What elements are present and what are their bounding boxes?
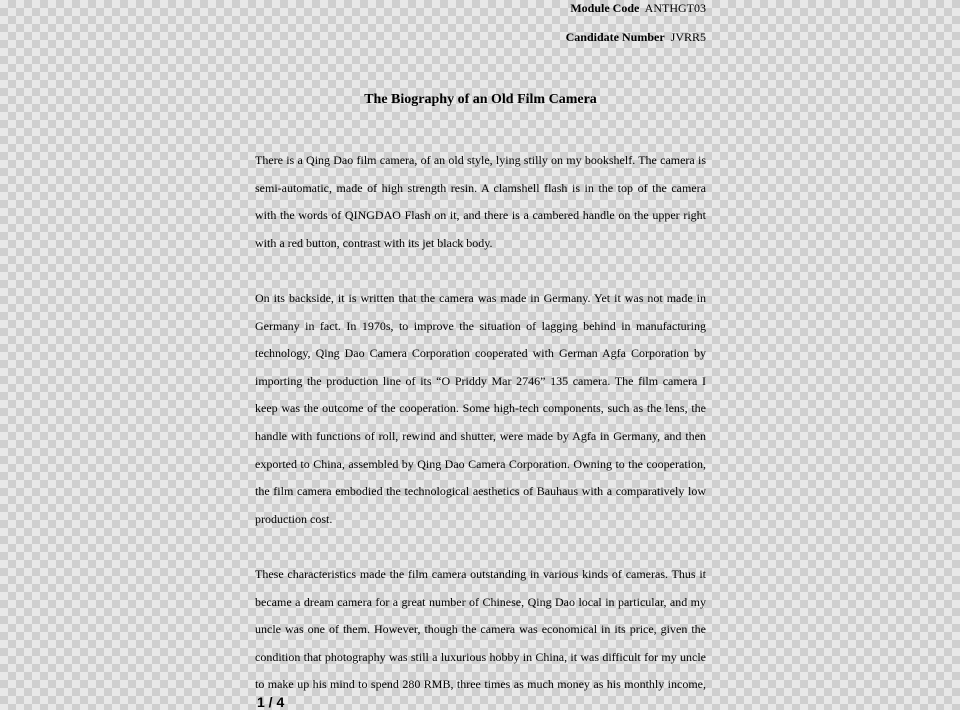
paragraph-3: [255, 566, 706, 704]
paragraph-line: Germany in fact. In 1970s, to improve the situation of lagging behind in manufacturing: [255, 318, 706, 333]
paragraph-line: with the words of QINGDAO Flash on it, and there is a cambered handle on the upper right: [255, 208, 706, 223]
module-code-line: [570, 1, 706, 16]
candidate-number-line: [566, 30, 706, 45]
paragraph-line: These characteristics made the film camera outstanding in various kinds of cameras. Thus it: [255, 567, 706, 581]
paragraph-line: semi-automatic, made of high strength resin. A clamshell flash is in the top of the camera: [255, 180, 706, 195]
page-number: 1 / 4: [257, 694, 285, 710]
paragraph-1: [255, 152, 706, 262]
paragraph-2: [255, 290, 706, 538]
paragraph-line: to make up his mind to spend 280 RMB, three times as much money as his monthly income,: [255, 677, 706, 692]
paragraph-line: the film camera embodied the technological aesthetics of Bauhaus with a comparatively low: [255, 484, 706, 499]
paragraph-line: handle with functions of roll, rewind and shutter, were made by Agfa in Germany, and then: [255, 428, 706, 443]
paragraph-line: exported to China, assembled by Qing Dao Camera Corporation. Owning to the cooperation,: [255, 456, 706, 471]
paragraph-line: keep was the outcome of the cooperation. Some high-tech components, such as the lens, the: [255, 401, 706, 416]
module-code-label: Module Code: [570, 1, 640, 15]
paragraph-line: production cost.: [255, 511, 333, 526]
paragraph-line: There is a Qing Dao film camera, of an old style, lying stilly on my bookshelf. The camera is: [255, 153, 706, 167]
paragraph-line: became a dream camera for a great number of Chinese, Qing Dao local in particular, and my: [255, 594, 706, 609]
paragraph-line: condition that photography was still a luxurious hobby in China, it was difficult for my uncle: [255, 649, 706, 664]
document-title: The Biography of an Old Film Camera: [364, 92, 597, 107]
paragraph-line: importing the production line of its “O Priddy Mar 2746” 135 camera. The film camera I: [255, 373, 706, 388]
paragraph-line: On its backside, it is written that the camera was made in Germany. Yet it was not made in: [255, 291, 706, 305]
candidate-number-value: JVRR5: [670, 30, 706, 44]
candidate-number-label: Candidate Number: [565, 30, 665, 44]
paragraph-line: with a red button, contrast with its jet black body.: [255, 235, 493, 250]
paragraph-line: uncle was one of them. However, though the camera was economical in its price, given the: [255, 622, 706, 637]
paragraph-line: technology, Qing Dao Camera Corporation cooperated with German Agfa Corporation by: [255, 346, 706, 361]
module-code-value: ANTHGT03: [644, 1, 706, 15]
